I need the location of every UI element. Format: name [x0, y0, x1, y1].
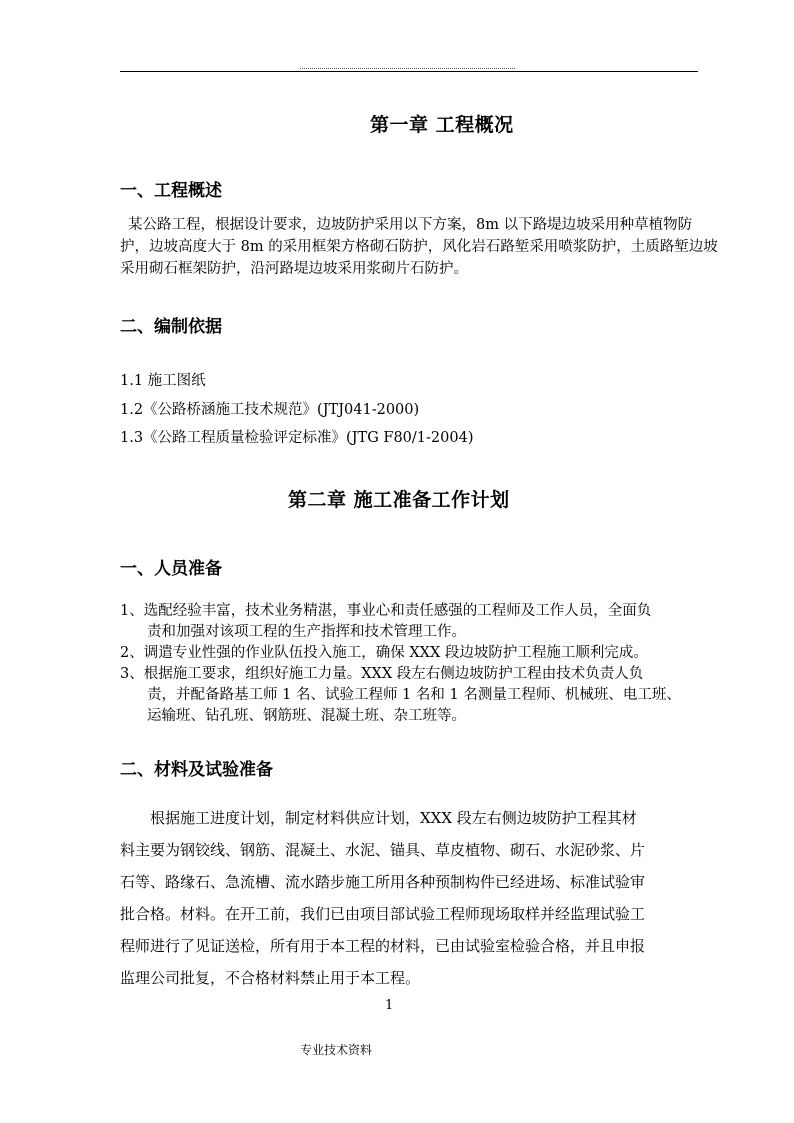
list-item-continuation: 责和加强对该项工程的生产指挥和技术管理工作。 [147, 624, 466, 640]
paragraph-line: 石等、路缘石、急流槽、流水踏步施工所用各种预制构件已经进场、标准试验审 [120, 873, 646, 891]
list-item-continuation: 责，并配备路基工师 1 名、试验工程师 1 名和 1 名测量工程师、机械班、电工班、 [147, 687, 681, 703]
paragraph-line: 监理公司批复，不合格材料禁止用于本工程。 [120, 969, 421, 987]
section-1-1-heading: 一、工程概述 [120, 181, 222, 201]
reference-item: 1.1 施工图纸 [120, 373, 206, 389]
section-1-2-heading: 二、编制依据 [120, 317, 222, 337]
reference-item: 1.2《公路桥涵施工技术规范》(JTJ041-2000) [120, 402, 420, 418]
section-2-1-heading: 一、人员准备 [120, 559, 222, 579]
section-2-2-heading: 二、材料及试验准备 [120, 760, 273, 780]
paragraph-line: 根据施工进度计划，制定材料供应计划，XXX 段左右侧边坡防护工程其材 [150, 809, 637, 827]
list-item: 1、选配经验丰富，技术业务精湛，事业心和责任感强的工程师及工作人员，全面负 [120, 603, 652, 619]
paragraph-line: 料主要为钢铰线、钢筋、混凝土、水泥、锚具、草皮植物、砌石、水泥砂浆、片 [120, 841, 646, 859]
chapter-2-title: 第二章 施工准备工作计划 [288, 489, 510, 511]
reference-item: 1.3《公路工程质量检验评定标准》(JTG F80/1-2004) [120, 430, 474, 446]
paragraph-line: 批合格。材料。在开工前，我们已由项目部试验工程师现场取样并经监理试验工 [120, 905, 646, 923]
paragraph-line: 护，边坡高度大于 8m 的采用框架方格砌石防护，风化岩石路堑采用喷浆防护，土质路堑边坡 [120, 239, 718, 255]
header-rule [120, 71, 698, 72]
list-item: 2、调遣专业性强的作业队伍投入施工，确保 XXX 段边坡防护工程施工顺利完成。 [120, 645, 648, 661]
footer-label: 专业技术资料 [300, 1043, 373, 1057]
paragraph-line: 采用砌石框架防护，沿河路堤边坡采用浆砌片石防护。 [120, 261, 468, 277]
paragraph-line: 程师进行了见证送检，所有用于本工程的材料，已由试验室检验合格，并且申报 [120, 937, 646, 955]
list-item-continuation: 运输班、钻孔班、钢筋班、混凝土班、杂工班等。 [147, 708, 466, 724]
page-number: 1 [385, 998, 394, 1013]
list-item: 3、根据施工要求，组织好施工力量。XXX 段左右侧边坡防护工程由技术负责人负 [120, 666, 644, 682]
chapter-1-title: 第一章 工程概况 [370, 114, 514, 136]
paragraph-line: 某公路工程，根据设计要求，边坡防护采用以下方案，8m 以下路堤边坡采用种草植物防 [128, 217, 693, 233]
header-dotted-rule [300, 62, 515, 69]
